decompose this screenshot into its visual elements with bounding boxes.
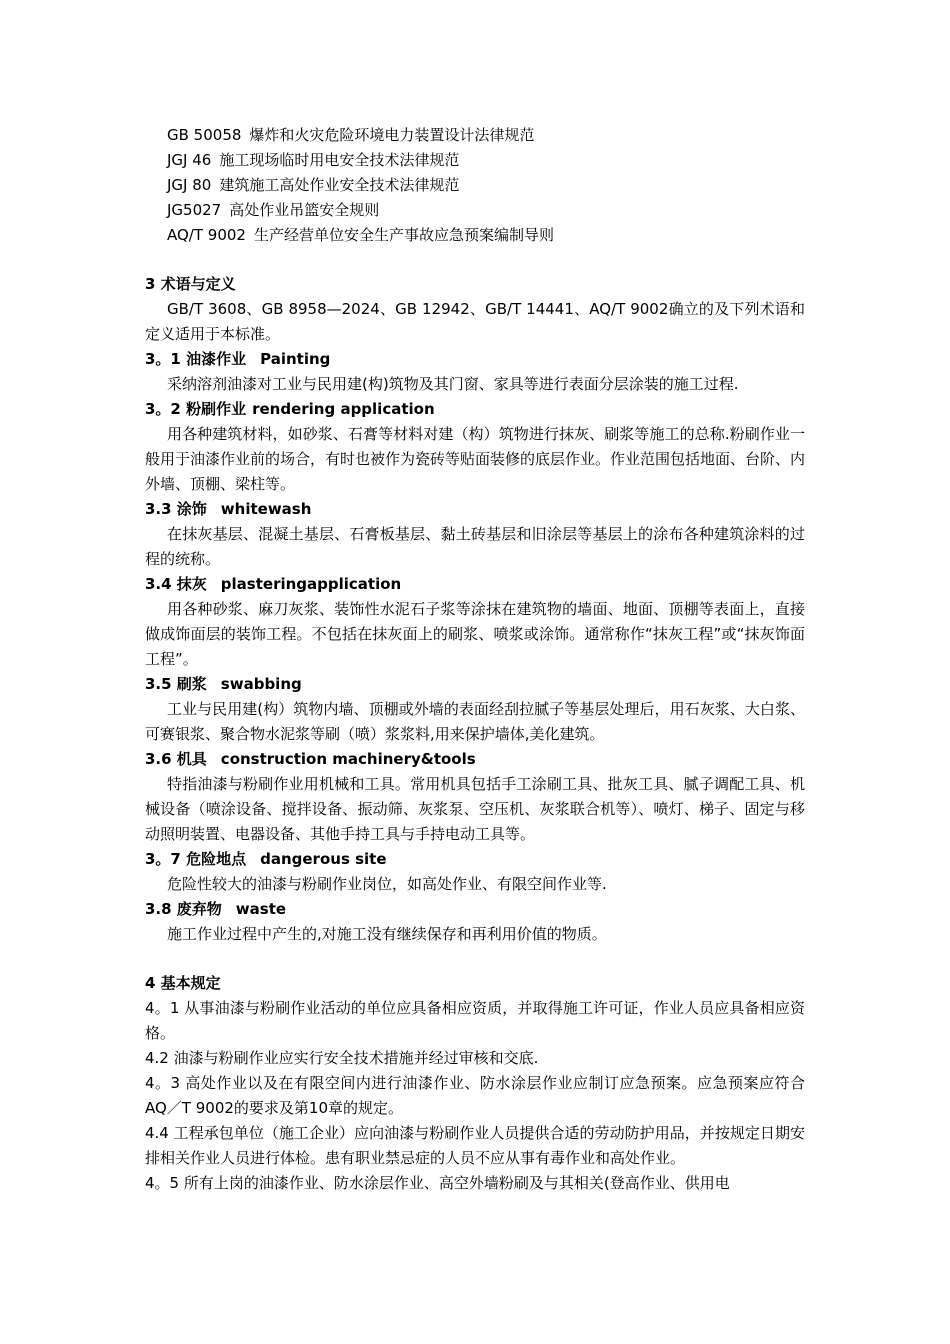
document-page xyxy=(145,123,805,1196)
term-number: 3.5 刷浆 xyxy=(145,675,207,693)
reference-item xyxy=(145,173,805,198)
reference-code: GB 50058 xyxy=(167,126,242,144)
rule-item: 4.2 油漆与粉刷作业应实行安全技术措施并经过审核和交底. xyxy=(145,1049,539,1067)
term-definition: 施工作业过程中产生的,对施工没有继续保存和再利用价值的物质。 xyxy=(167,925,607,943)
section-heading: 3 术语与定义 xyxy=(145,275,236,293)
term-number: 3。7 危险地点 xyxy=(145,850,247,868)
reference-list xyxy=(145,123,805,248)
term-number: 3.3 涂饰 xyxy=(145,500,207,518)
term-heading xyxy=(145,897,805,922)
rule-item: 4.4 工程承包单位（施工企业）应向油漆与粉刷作业人员提供合适的劳动防护用品，并按规定日期安排相关作业人员进行体检。患有职业禁忌症的人员不应从事有毒作业和高处作业。 xyxy=(145,1124,805,1167)
term-heading xyxy=(145,672,805,697)
term-definition: 危险性较大的油漆与粉刷作业岗位，如高处作业、有限空间作业等. xyxy=(167,875,607,893)
term-definition: 在抹灰基层、混凝土基层、石膏板基层、黏土砖基层和旧涂层等基层上的涂布各种建筑涂料的过程的统称。 xyxy=(145,525,805,568)
term-definition: 采纳溶剂油漆对工业与民用建(构)筑物及其门窗、家具等进行表面分层涂装的施工过程. xyxy=(167,375,739,393)
term-heading xyxy=(145,747,805,772)
term-english: whitewash xyxy=(220,500,312,518)
rule-item: 4。3 高处作业以及在有限空间内进行油漆作业、防水涂层作业应制订应急预案。应急预案应符合AQ／T 9002的要求及第10章的规定。 xyxy=(145,1074,805,1117)
term-number: 3.8 废弃物 xyxy=(145,900,222,918)
rule-item: 4。1 从事油漆与粉刷作业活动的单位应具备相应资质，并取得施工许可证，作业人员应具备相应资格。 xyxy=(145,999,805,1042)
reference-item xyxy=(145,148,805,173)
term-english: dangerous site xyxy=(260,850,387,868)
term-definition: 工业与民用建(构）筑物内墙、顶棚或外墙的表面经刮拉腻子等基层处理后，用石灰浆、大白浆、可赛银浆、聚合物水泥浆等刷（喷）浆浆料,用来保护墙体,美化建筑。 xyxy=(145,700,805,743)
reference-item xyxy=(145,223,805,248)
reference-item xyxy=(145,123,805,148)
term-definition: 用各种砂浆、麻刀灰浆、装饰性水泥石子浆等涂抹在建筑物的墙面、地面、顶棚等表面上，直接做成饰面层的装饰工程。不包括在抹灰面上的刷浆、喷浆或涂饰。通常称作“抹灰工程”或“抹灰饰面工程”。 xyxy=(145,600,805,668)
term-heading xyxy=(145,397,805,422)
term-definition: 特指油漆与粉刷作业用机械和工具。常用机具包括手工涂刷工具、批灰工具、腻子调配工具、机械设备（喷涂设备、搅拌设备、振动筛、灰浆泵、空压机、灰浆联合机等）、喷灯、梯子、固定与移动照明装置、电器设备、其他手持工具与手持电动工具等。 xyxy=(145,775,805,843)
reference-code: JGJ 46 xyxy=(167,151,212,169)
reference-title: 建筑施工高处作业安全技术法律规范 xyxy=(219,176,460,194)
term-english: construction machinery&tools xyxy=(220,750,476,768)
reference-title: 施工现场临时用电安全技术法律规范 xyxy=(219,151,460,169)
reference-title: 爆炸和火灾危险环境电力装置设计法律规范 xyxy=(249,126,535,144)
term-english: swabbing xyxy=(220,675,302,693)
term-number: 3.6 机具 xyxy=(145,750,207,768)
reference-code: JG5027 xyxy=(167,201,222,219)
reference-item xyxy=(145,198,805,223)
term-heading xyxy=(145,572,805,597)
section-intro: GB/T 3608、GB 8958—2024、GB 12942、GB/T 14441、AQ/T 9002确立的及下列术语和定义适用于本标准。 xyxy=(145,300,805,343)
reference-code: JGJ 80 xyxy=(167,176,212,194)
term-english: plasteringapplication xyxy=(220,575,402,593)
reference-title: 高处作业吊篮安全规则 xyxy=(229,201,380,219)
term-heading xyxy=(145,847,805,872)
section-basic-rules xyxy=(145,971,805,1196)
reference-code: AQ/T 9002 xyxy=(167,226,246,244)
section-terms xyxy=(145,272,805,947)
term-number: 3。2 粉刷作业 xyxy=(145,400,247,418)
term-heading xyxy=(145,497,805,522)
term-english: rendering application xyxy=(252,400,435,418)
term-definition: 用各种建筑材料，如砂浆、石膏等材料对建（构）筑物进行抹灰、刷浆等施工的总称.粉刷作业一般用于油漆作业前的场合，有时也被作为瓷砖等贴面装修的底层作业。作业范围包括地面、台阶、内外墙、顶棚、梁柱等。 xyxy=(145,425,806,493)
term-number: 3.4 抹灰 xyxy=(145,575,207,593)
term-number: 3。1 油漆作业 xyxy=(145,350,247,368)
section-heading: 4 基本规定 xyxy=(145,974,221,992)
term-english: waste xyxy=(235,900,287,918)
reference-title: 生产经营单位安全生产事故应急预案编制导则 xyxy=(253,226,554,244)
rule-item: 4。5 所有上岗的油漆作业、防水涂层作业、高空外墙粉刷及与其相关(登高作业、供用电 xyxy=(145,1174,730,1192)
term-heading xyxy=(145,347,805,372)
term-english: Painting xyxy=(260,350,331,368)
